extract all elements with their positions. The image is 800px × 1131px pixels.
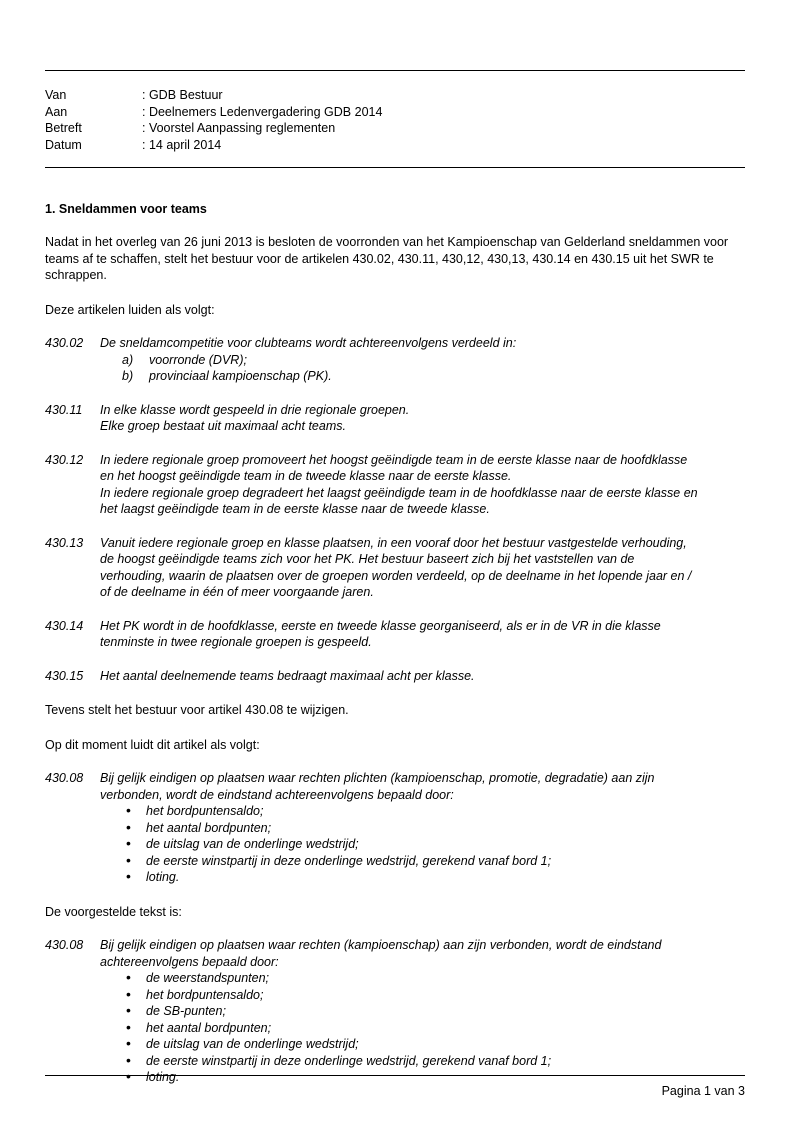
article-line: Het aantal deelnemende teams bedraagt maximaal acht per klasse. <box>100 668 475 683</box>
list-item: • het aantal bordpunten; <box>122 1020 745 1037</box>
article-line: In elke klasse wordt gespeeld in drie regionale groepen. <box>100 402 410 417</box>
header-top-divider <box>45 70 745 71</box>
meta-row-aan <box>45 104 745 121</box>
article-number: 430.14 <box>45 618 84 633</box>
article-body <box>100 335 745 385</box>
article-430-11 <box>45 402 745 435</box>
article-body <box>100 618 745 651</box>
article-line: en het hoogst geëindigde team in de tweede klasse naar de eerste klasse. <box>100 469 512 483</box>
list-item: • loting. <box>122 1069 745 1086</box>
current-article-430-08 <box>45 770 745 886</box>
meta-value-aan: : Deelnemers Ledenvergadering GDB 2014 <box>142 104 383 119</box>
meta-row-betreft <box>45 120 745 137</box>
proposed-article-430-08 <box>45 937 745 1086</box>
list-item: • loting. <box>122 869 745 886</box>
article-line: Bij gelijk eindigen op plaatsen waar rechten plichten (kampioenschap, promotie, degradatie) aan zijn <box>100 771 655 785</box>
article-line: In iedere regionale groep promoveert het hoogst geëindigde team in de eerste klasse naar de hoofdklasse <box>100 452 688 467</box>
after-articles-paragraph: Tevens stelt het bestuur voor artikel 430.08 te wijzigen. <box>45 703 349 717</box>
page-number: Pagina 1 van 3 <box>661 1084 745 1098</box>
article-line: Bij gelijk eindigen op plaatsen waar rechten (kampioenschap) aan zijn verbonden, wordt de eindstand <box>100 938 662 952</box>
list-marker: b) <box>122 369 134 383</box>
list-text: voorronde (DVR); <box>149 352 247 367</box>
current-article-bullet-list <box>100 803 745 886</box>
list-item: • de eerste winstpartij in deze onderlinge wedstrijd, gerekend vanaf bord 1; <box>122 1053 745 1070</box>
article-line: achtereenvolgens bepaald door: <box>100 954 279 969</box>
list-item: • de uitslag van de onderlinge wedstrijd; <box>122 1036 745 1053</box>
list-item: • de eerste winstpartij in deze onderlinge wedstrijd, gerekend vanaf bord 1; <box>122 853 745 870</box>
article-430-13 <box>45 535 745 601</box>
article-number: 430.02 <box>45 336 84 350</box>
article-line: de hoogst geëindigde teams zich voor het PK. Het bestuur baseert zich bij het vaststellen van de <box>100 552 635 566</box>
list-item <box>122 352 745 369</box>
list-item: • het bordpuntensaldo; <box>122 987 745 1004</box>
list-marker: a) <box>122 352 134 367</box>
article-body <box>100 402 745 435</box>
article-line: Elke groep bestaat uit maximaal acht teams. <box>100 419 346 433</box>
article-number: 430.08 <box>45 938 84 952</box>
list-text: provinciaal kampioenschap (PK). <box>149 369 332 383</box>
article-number: 430.08 <box>45 771 84 785</box>
proposed-text-lead-paragraph: De voorgestelde tekst is: <box>45 904 182 919</box>
meta-label-betreft: Betreft <box>45 121 82 135</box>
article-line: In iedere regionale groep degradeert het laagst geëindigde team in de hoofdklasse naar de eerste klasse en <box>100 485 698 500</box>
list-item: • de uitslag van de onderlinge wedstrijd; <box>122 836 745 853</box>
article-body <box>100 535 745 601</box>
section-title: 1. Sneldammen voor teams <box>45 202 207 216</box>
list-item <box>122 368 745 385</box>
meta-label-datum: Datum <box>45 137 82 152</box>
article-alpha-list <box>100 352 745 385</box>
article-line: of de deelname in één of meer voorgaande jaren. <box>100 585 374 599</box>
article-body <box>100 668 745 685</box>
section-intro-paragraph: Nadat in het overleg van 26 juni 2013 is besloten de voorronden van het Kampioenschap van Gelderland sneldammen voor teams af te schaffen, stelt het bestuur voor de artikelen 430.02, 430.11, 430,12, 430,13, 430.14 en 430.15 uit het SWR te schrappen. <box>45 235 729 282</box>
article-line: De sneldamcompetitie voor clubteams wordt achtereenvolgens verdeeld in: <box>100 336 517 350</box>
articles-lead-paragraph: Deze artikelen luiden als volgt: <box>45 302 215 317</box>
meta-value-van: : GDB Bestuur <box>142 88 223 102</box>
article-430-14 <box>45 618 745 651</box>
article-number: 430.15 <box>45 668 84 683</box>
article-line: Het PK wordt in de hoofdklasse, eerste en tweede klasse georganiseerd, als er in de VR in die klasse <box>100 618 661 633</box>
article-number: 430.11 <box>45 402 83 417</box>
page-footer <box>45 1075 745 1098</box>
article-line: verbonden, wordt de eindstand achtereenvolgens bepaald door: <box>100 787 454 802</box>
article-line: het laagst geëindigde team in de eerste klasse naar de tweede klasse. <box>100 502 490 516</box>
list-item: • het bordpuntensaldo; <box>122 803 745 820</box>
article-number: 430.12 <box>45 452 84 467</box>
meta-row-van <box>45 87 745 104</box>
article-line: Vanuit iedere regionale groep en klasse plaatsen, in een vooraf door het bestuur vastgestelde verhouding, <box>100 535 687 550</box>
proposed-article-bullet-list <box>100 970 745 1086</box>
list-item: • de SB-punten; <box>122 1003 745 1020</box>
article-430-15 <box>45 668 745 685</box>
article-line: tenminste in twee regionale groepen is gespeeld. <box>100 635 372 649</box>
meta-value-datum: : 14 april 2014 <box>142 137 222 152</box>
meta-label-van: Van <box>45 88 67 102</box>
article-number: 430.13 <box>45 535 84 550</box>
list-item: • het aantal bordpunten; <box>122 820 745 837</box>
article-body <box>100 937 745 1086</box>
meta-value-betreft: : Voorstel Aanpassing reglementen <box>142 121 336 135</box>
current-text-lead-paragraph: Op dit moment luidt dit artikel als volgt: <box>45 737 260 752</box>
footer-divider <box>45 1075 745 1076</box>
meta-label-aan: Aan <box>45 104 68 119</box>
document-header-meta <box>45 87 745 153</box>
article-body <box>100 770 745 886</box>
header-bottom-divider <box>45 167 745 168</box>
article-line: verhouding, waarin de plaatsen over de groepen worden verdeeld, op de deelname in het lopende jaar en / <box>100 568 692 583</box>
list-item: • de weerstandspunten; <box>122 970 745 987</box>
article-body <box>100 452 745 518</box>
article-430-12 <box>45 452 745 518</box>
meta-row-datum <box>45 137 745 154</box>
article-430-02 <box>45 335 745 385</box>
